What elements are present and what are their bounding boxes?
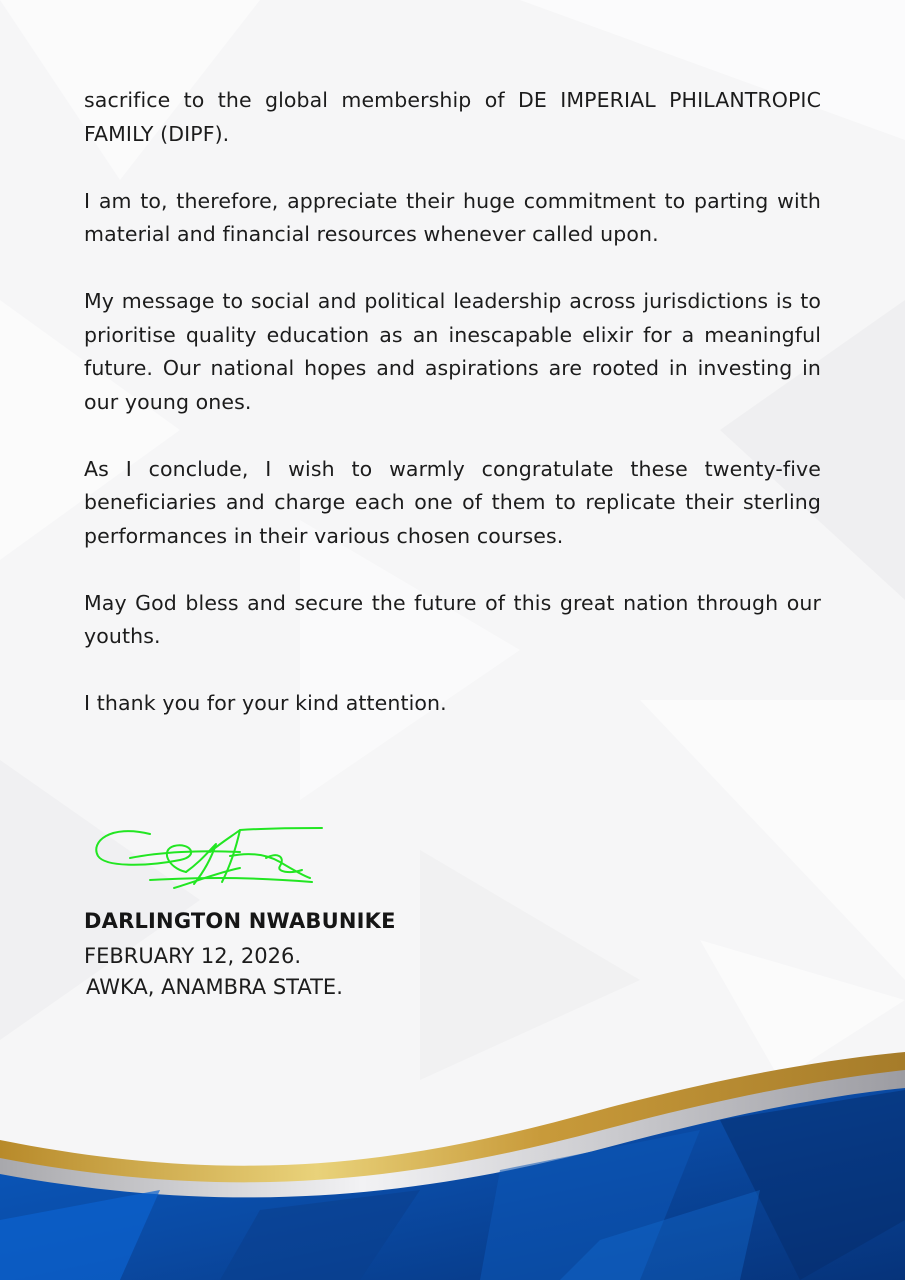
letter-body (84, 84, 821, 754)
signatory-name: DARLINGTON NWABUNIKE (84, 909, 396, 933)
paragraph-membership: sacrifice to the global membership of DE IMPERIAL PHILANTROPIC FAMILY (DIPF). (84, 88, 821, 146)
signature-place: AWKA, ANAMBRA STATE. (86, 975, 343, 999)
paragraph-blessing: May God bless and secure the future of this great nation through our youths. (84, 590, 821, 648)
handwritten-signature (90, 822, 330, 897)
signature-date: FEBRUARY 12, 2026. (84, 944, 302, 968)
paragraph-leadership-message: My message to social and political leadership across jurisdictions is to prioritise quality education as an inescapable elixir for a meaningful future. Our national hopes and aspirations are rooted in investing in our young ones. (84, 289, 821, 414)
paragraph-thanks: I thank you for your kind attention. (84, 691, 447, 715)
paragraph-appreciation: I am to, therefore, appreciate their huge commitment to parting with material and financial resources whenever called upon. (84, 188, 821, 246)
footer-wave-decoration (0, 1040, 905, 1280)
paragraph-conclusion: As I conclude, I wish to warmly congratulate these twenty-five beneficiaries and charge each one of them to replicate their sterling performances in their various chosen courses. (84, 456, 821, 548)
